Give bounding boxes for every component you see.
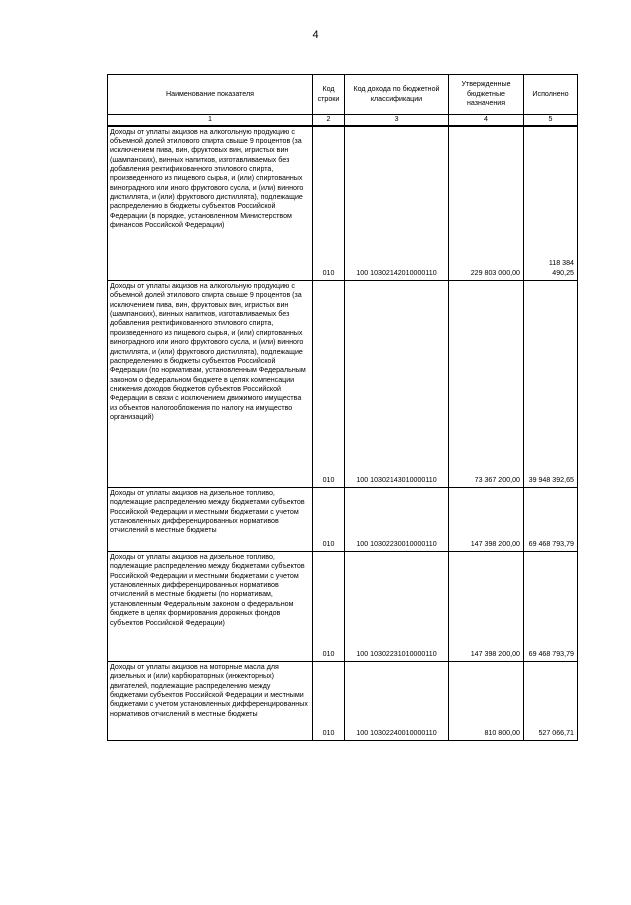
table-row: [108, 552, 578, 662]
header-indicator-name: Наименование показателя: [108, 75, 313, 115]
line-code: 010: [313, 552, 345, 662]
line-code: 010: [313, 126, 345, 281]
page-number: 4: [312, 29, 319, 41]
table-row: [108, 281, 578, 488]
column-number: 2: [313, 115, 345, 126]
executed-amount: 69 468 793,79: [524, 552, 578, 662]
column-number: 5: [524, 115, 578, 126]
indicator-name: Доходы от уплаты акцизов на алкогольную продукцию с объемной долей этилового спирта свыше 9 процентов (за исключением пива, вин, фруктовых вин, игристых вин (шампанских), винных напитков, изготавливаемых без добавления ректификованного этилового спирта, произведенного из пищевого сырья, и (или) спиртованных виноградного или иного фруктового сусла, и (или) винного дистиллята, и (или) фруктового дистиллята), подлежащие распределению в бюджеты субъектов Российской Федерации (по нормативам, установленным Федеральным законом о федеральном бюджете в целях компенсации снижения доходов бюджетов субъектов Российской Федерации в связи с исключением движимого имущества из объектов налогообложения по налогу на имущество организаций): [108, 281, 313, 488]
indicator-name: Доходы от уплаты акцизов на алкогольную продукцию с объемной долей этилового спирта свыше 9 процентов (за исключением пива, вин, фруктовых вин, игристых вин (шампанских), винных напитков, изготавливаемых без добавления ректификованного этилового спирта, произведенного из пищевого сырья, и (или) спиртованных виноградного или иного фруктового сусла, и (или) винного дистиллята, и (или) фруктового дистиллята), подлежащие распределению в бюджеты субъектов Российской Федерации (в порядке, установленном Министерством финансов Российской Федерации): [108, 126, 313, 281]
executed-amount: 118 384 490,25: [524, 126, 578, 281]
income-code: 100 10302240010000110: [345, 662, 449, 741]
line-code: 010: [313, 662, 345, 741]
column-number: 1: [108, 115, 313, 126]
table-row: [108, 662, 578, 741]
header-line-code: Код строки: [313, 75, 345, 115]
header-income-code: Код дохода по бюджетной классификации: [345, 75, 449, 115]
income-code: 100 10302142010000110: [345, 126, 449, 281]
budget-execution-table: [107, 74, 578, 741]
table-row: [108, 126, 578, 281]
indicator-name: Доходы от уплаты акцизов на дизельное топливо, подлежащие распределению между бюджетами субъектов Российской Федерации и местными бюджетами с учетом установленных дифференцированных нормативов отчислений в местные бюджеты (по нормативам, установленным Федеральным законом о федеральном бюджете в целях формирования дорожных фондов субъектов Российской Федерации): [108, 552, 313, 662]
income-code: 100 10302230010000110: [345, 488, 449, 552]
header-approved: Утвержденные бюджетные назначения: [449, 75, 524, 115]
executed-amount: 69 468 793,79: [524, 488, 578, 552]
column-number: 4: [449, 115, 524, 126]
approved-amount: 73 367 200,00: [449, 281, 524, 488]
income-code: 100 10302143010000110: [345, 281, 449, 488]
approved-amount: 147 398 200,00: [449, 488, 524, 552]
table-header-row: [108, 75, 578, 115]
approved-amount: 229 803 000,00: [449, 126, 524, 281]
line-code: 010: [313, 488, 345, 552]
table-row: [108, 488, 578, 552]
approved-amount: 147 398 200,00: [449, 552, 524, 662]
indicator-name: Доходы от уплаты акцизов на дизельное топливо, подлежащие распределению между бюджетами субъектов Российской Федерации и местными бюджетами с учетом установленных дифференцированных нормативов отчислений в местные бюджеты: [108, 488, 313, 552]
executed-amount: 527 066,71: [524, 662, 578, 741]
column-number: 3: [345, 115, 449, 126]
line-code: 010: [313, 281, 345, 488]
header-executed: Исполнено: [524, 75, 578, 115]
column-number-row: [108, 115, 578, 126]
executed-amount: 39 948 392,65: [524, 281, 578, 488]
income-code: 100 10302231010000110: [345, 552, 449, 662]
approved-amount: 810 800,00: [449, 662, 524, 741]
indicator-name: Доходы от уплаты акцизов на моторные масла для дизельных и (или) карбюраторных (инжекторных) двигателей, подлежащие распределению между бюджетами субъектов Российской Федерации и местными бюджетами с учетом установленных дифференцированных нормативов отчислений в местные бюджеты: [108, 662, 313, 741]
